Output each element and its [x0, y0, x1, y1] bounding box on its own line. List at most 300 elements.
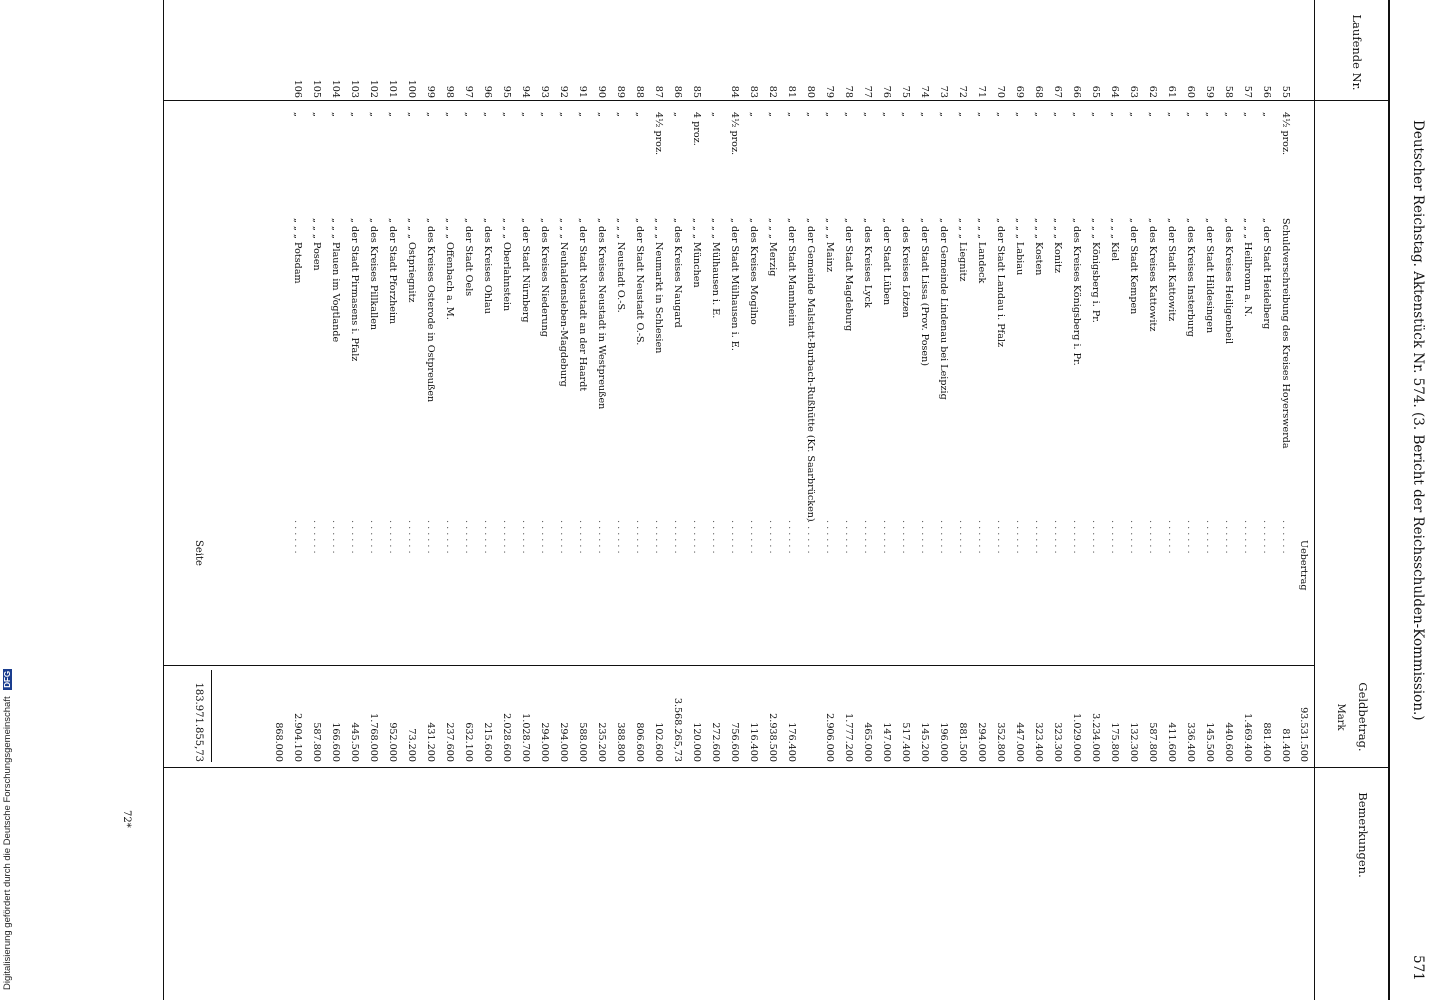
carry-over-label: Uebertrag — [1298, 540, 1309, 591]
row-number: 92 — [558, 85, 569, 98]
row-description: „ „ „ Königsberg i. Pr. — [1090, 218, 1101, 323]
row-description: „ der Stadt Pirmasens i. Pfalz — [349, 218, 360, 362]
table-row — [1262, 0, 1271, 1000]
table-row — [901, 0, 910, 1000]
leader-dots: . . . . . . — [919, 520, 930, 554]
row-amount: 411.600 — [1166, 722, 1177, 762]
row-rate: „ — [1033, 112, 1044, 117]
row-amount: 517.400 — [900, 722, 911, 762]
table-row — [749, 0, 758, 1000]
table-row — [293, 0, 302, 1000]
col-header-laufende-nr: Laufende Nr. — [1350, 14, 1364, 91]
row-number: 104 — [330, 79, 341, 98]
row-rate: „ — [539, 112, 550, 117]
row-rate: „ — [672, 112, 683, 117]
leader-dots: . . . . . . — [881, 520, 892, 554]
leader-dots: . . . . . . — [938, 520, 949, 554]
row-description: „ der Stadt Heidelberg — [1261, 218, 1272, 330]
leader-dots: . . . . . . — [1147, 520, 1158, 554]
table-row — [1053, 0, 1062, 1000]
table-row — [1243, 0, 1252, 1000]
leader-dots: . . . . . . — [539, 520, 550, 554]
row-amount: 235.200 — [596, 722, 607, 762]
row-number: 60 — [1185, 85, 1196, 98]
page-mark: 72* — [121, 810, 132, 828]
table-row — [692, 0, 701, 1000]
table-row — [369, 0, 378, 1000]
row-amount: 176.400 — [786, 722, 797, 762]
row-description: „ der Stadt Pforzheim — [387, 218, 398, 325]
row-description: „ „ „ Oberlahnstein — [501, 218, 512, 312]
row-rate: „ — [368, 112, 379, 117]
leader-dots: . . . . . . — [767, 520, 778, 554]
table-row — [274, 0, 283, 1000]
row-number: 98 — [444, 85, 455, 98]
row-description: „ des Kreises Neustadt in Westpreußen — [596, 218, 607, 410]
row-amount: 215.600 — [482, 722, 493, 762]
row-description: „ des Kreises Königsberg i. Pr. — [1071, 218, 1082, 366]
table-row — [426, 0, 435, 1000]
leader-dots: . . . . . . — [843, 520, 854, 554]
leader-dots: . . . . . . — [425, 520, 436, 554]
leader-dots: . . . . . . — [1223, 520, 1234, 554]
row-rate: „ — [710, 112, 721, 117]
row-number: 96 — [482, 85, 493, 98]
leader-dots: . . . . . . — [558, 520, 569, 554]
leader-dots: . . . . . . — [1204, 520, 1215, 554]
row-number: 65 — [1090, 85, 1101, 98]
bottom-rule — [163, 0, 164, 1000]
row-amount: 2.028.600 — [501, 713, 512, 762]
row-number: 84 — [729, 85, 740, 98]
col-header-geldbetrag: Geldbetrag. — [1356, 682, 1370, 752]
row-amount: 447.000 — [1014, 722, 1025, 762]
row-number: 63 — [1128, 85, 1139, 98]
leader-dots: . . . . . . — [463, 520, 474, 554]
row-rate: „ — [900, 112, 911, 117]
row-rate: „ — [482, 112, 493, 117]
row-rate: „ — [615, 112, 626, 117]
leader-dots: . . . . . . — [482, 520, 493, 554]
col-header-mark: Mark — [1335, 703, 1346, 731]
row-amount: 2.904.100 — [292, 713, 303, 762]
table-row — [502, 0, 511, 1000]
row-rate: „ — [748, 112, 759, 117]
row-rate: „ — [577, 112, 588, 117]
carry-over-amount: 93.531.500 — [1298, 707, 1309, 762]
leader-dots: . . . . . . — [1242, 520, 1253, 554]
row-description: „ „ „ Labiau — [1014, 218, 1025, 276]
row-amount: 102.600 — [653, 722, 664, 762]
row-number: 106 — [292, 79, 303, 98]
row-amount: 587.800 — [311, 722, 322, 762]
row-number: 56 — [1261, 85, 1272, 98]
leader-dots: . . . . . . — [653, 520, 664, 554]
table-row — [958, 0, 967, 1000]
row-amount: 1.768.000 — [368, 713, 379, 762]
row-description: „ der Stadt Lüben — [881, 218, 892, 306]
page-header: Deutscher Reichstag. Aktenstück Nr. 574. (3. Bericht der Reichsschulden-Kommission.) — [1410, 120, 1426, 721]
table-row — [1129, 0, 1138, 1000]
table-row — [616, 0, 625, 1000]
sidebar-credit-text: Digitalisierung gefördert durch die Deutsche Forschungsgemeinschaft — [2, 696, 13, 990]
row-description: „ des Kreises Insterburg — [1185, 218, 1196, 337]
row-number: 93 — [539, 85, 550, 98]
row-rate: „ — [1223, 112, 1234, 117]
row-amount: 431.200 — [425, 722, 436, 762]
row-description: „ des Kreises Osterode in Ostpreußen — [425, 218, 436, 403]
leader-dots: . . . . . . — [1109, 520, 1120, 554]
table-row — [350, 0, 359, 1000]
row-description: „ „ „ Landeck — [976, 218, 987, 284]
row-description: „ „ „ Kosten — [1033, 218, 1044, 276]
row-rate: „ — [1242, 112, 1253, 117]
row-description: „ „ „ Neustadt O.-S. — [615, 218, 626, 313]
table-row — [1224, 0, 1233, 1000]
row-description: „ des Kreises Ohlau — [482, 218, 493, 314]
row-number: 68 — [1033, 85, 1044, 98]
table-row — [1110, 0, 1119, 1000]
leader-dots: . . . . . . — [862, 520, 873, 554]
table-row — [882, 0, 891, 1000]
row-rate: 4½ proz. — [729, 112, 740, 156]
table-row — [1281, 0, 1290, 1000]
row-amount: 116.400 — [748, 722, 759, 762]
row-description: „ der Stadt Mannheim — [786, 218, 797, 327]
row-description: „ der Stadt Oels — [463, 218, 474, 297]
row-rate: „ — [1261, 112, 1272, 117]
leader-dots: . . . . . . — [349, 520, 360, 554]
row-number: 64 — [1109, 85, 1120, 98]
row-number: 58 — [1223, 85, 1234, 98]
row-description: „ der Stadt Hildesingen — [1204, 218, 1215, 334]
row-description: „ des Kreises Niederung — [539, 218, 550, 337]
table-row — [920, 0, 929, 1000]
leader-dots: . . . . . . — [748, 520, 759, 554]
row-rate: „ — [349, 112, 360, 117]
row-description: „ des Kreises Kattowitz — [1147, 218, 1158, 332]
row-amount: 806.600 — [634, 722, 645, 762]
row-rate: „ — [425, 112, 436, 117]
row-number: 91 — [577, 85, 588, 98]
row-number: 76 — [881, 85, 892, 98]
leader-dots: . . . . . . — [995, 520, 1006, 554]
leader-dots: . . . . . . — [1071, 520, 1082, 554]
row-number: 72 — [957, 85, 968, 98]
leader-dots: . . . . . . — [330, 520, 341, 554]
table-row — [1034, 0, 1043, 1000]
row-number: 61 — [1166, 85, 1177, 98]
row-amount: 196.000 — [938, 722, 949, 762]
row-rate: „ — [634, 112, 645, 117]
row-description: „ des Kreises Naugard — [672, 218, 683, 328]
row-amount: 881.500 — [957, 722, 968, 762]
row-number: 89 — [615, 85, 626, 98]
leader-dots: . . . . . . — [786, 520, 797, 554]
table-row — [464, 0, 473, 1000]
row-description: „ „ „ Konitz — [1052, 218, 1063, 273]
table-row — [768, 0, 777, 1000]
row-rate: „ — [501, 112, 512, 117]
row-rate: „ — [1147, 112, 1158, 117]
row-number: 100 — [406, 79, 417, 98]
leader-dots: . . . . . . — [1166, 520, 1177, 554]
row-number: 86 — [672, 85, 683, 98]
row-rate: 4½ proz. — [653, 112, 664, 156]
row-rate: „ — [463, 112, 474, 117]
row-amount: 132.300 — [1128, 722, 1139, 762]
col-header-bemerkungen: Bemerkungen. — [1356, 792, 1370, 878]
row-amount: 1.777.200 — [843, 713, 854, 762]
row-amount: 445.500 — [349, 722, 360, 762]
leader-dots: . . . . . . — [824, 520, 835, 554]
table-row — [844, 0, 853, 1000]
row-amount: 145.200 — [919, 722, 930, 762]
leader-dots: . . . . . . — [729, 520, 740, 554]
row-description: „ „ „ Plauen im Vogtlande — [330, 218, 341, 343]
table-row — [1186, 0, 1195, 1000]
table-row — [445, 0, 454, 1000]
row-number: 82 — [767, 85, 778, 98]
row-description: „ „ „ Mülhausen i. E. — [710, 218, 721, 319]
row-amount: 2.938.500 — [767, 713, 778, 762]
table-row — [1167, 0, 1176, 1000]
row-number: 103 — [349, 79, 360, 98]
table-row — [673, 0, 682, 1000]
leader-dots: . . . . . . — [900, 520, 911, 554]
row-number: 74 — [919, 85, 930, 98]
leader-dots: . . . . . . — [634, 520, 645, 554]
row-description: „ der Stadt Kempen — [1128, 218, 1139, 315]
row-amount: 440.600 — [1223, 722, 1234, 762]
leader-dots: . . . . . . — [292, 520, 303, 554]
row-rate: „ — [1204, 112, 1215, 117]
row-rate: „ — [1128, 112, 1139, 117]
table-row — [540, 0, 549, 1000]
dfg-logo: DFG — [3, 670, 12, 688]
row-number: 77 — [862, 85, 873, 98]
leader-dots: . . . . . . — [1090, 520, 1101, 554]
row-amount: 352.800 — [995, 722, 1006, 762]
row-amount: 1.029.000 — [1071, 713, 1082, 762]
row-description: Schuldverschreibung des Kreises Hoyerswerda — [1280, 218, 1291, 449]
table-row — [806, 0, 815, 1000]
leader-dots: . . . . . . — [710, 520, 721, 554]
row-amount: 588.000 — [577, 722, 588, 762]
row-description: „ der Gemeinde Lindenau bei Leipzig — [938, 218, 949, 400]
leader-dots: . . . . . . — [501, 520, 512, 554]
row-number: 105 — [311, 79, 322, 98]
row-number: 71 — [976, 85, 987, 98]
total-rule — [211, 670, 212, 762]
row-number: 88 — [634, 85, 645, 98]
leader-dots: . . . . . . — [976, 520, 987, 554]
leader-dots: . . . . . . — [387, 520, 398, 554]
row-amount: 587.800 — [1147, 722, 1158, 762]
row-number: 59 — [1204, 85, 1215, 98]
row-number: 102 — [368, 79, 379, 98]
table-row — [1015, 0, 1024, 1000]
row-rate: „ — [843, 112, 854, 117]
row-description: „ „ „ Neumarkt in Schlesien — [653, 218, 664, 354]
row-rate: „ — [444, 112, 455, 117]
leader-dots: . . . . . . — [615, 520, 626, 554]
row-number: 73 — [938, 85, 949, 98]
row-description: „ „ „ Mainz — [824, 218, 835, 272]
row-rate: „ — [311, 112, 322, 117]
leader-dots: . . . . . . — [311, 520, 322, 554]
row-description: „ des Kreises Mogilno — [748, 218, 759, 325]
row-number: 90 — [596, 85, 607, 98]
table-row — [825, 0, 834, 1000]
row-description: „ „ „ Heilbronn a. N. — [1242, 218, 1253, 317]
row-number: 85 — [691, 85, 702, 98]
table-row — [578, 0, 587, 1000]
row-description: „ der Gemeinde Malstatt-Burbach-Rußhütte (Kr. Saarbrücken) — [805, 218, 816, 522]
row-number: 55 — [1280, 85, 1291, 98]
page-number: 571 — [1410, 955, 1426, 981]
table-row — [711, 0, 720, 1000]
leader-dots: . . . . . . — [1014, 520, 1025, 554]
row-amount: 147.000 — [881, 722, 892, 762]
row-description: „ „ „ Liegnitz — [957, 218, 968, 282]
row-number: 62 — [1147, 85, 1158, 98]
row-rate: 4 proz. — [691, 112, 702, 146]
row-description: „ des Kreises Pillkallen — [368, 218, 379, 331]
table-row — [1072, 0, 1081, 1000]
row-amount: 1.028.700 — [520, 713, 531, 762]
row-amount: 632.100 — [463, 722, 474, 762]
row-description: „ „ „ Potsdam — [292, 218, 303, 284]
leader-dots: . . . . . . — [596, 520, 607, 554]
row-amount: 3.568.265,73 — [672, 697, 683, 762]
row-description: „ der Stadt Magdeburg — [843, 218, 854, 332]
row-amount: 323.400 — [1033, 722, 1044, 762]
table-row — [939, 0, 948, 1000]
table-row — [597, 0, 606, 1000]
row-amount: 336.400 — [1185, 722, 1196, 762]
page-total-label: Seite — [193, 540, 204, 566]
table-row — [483, 0, 492, 1000]
leader-dots: . . . . . . — [1261, 520, 1272, 554]
row-number: 95 — [501, 85, 512, 98]
row-description: „ der Stadt Nürnberg — [520, 218, 531, 323]
row-number: 69 — [1014, 85, 1025, 98]
row-rate: „ — [558, 112, 569, 117]
row-amount: 388.800 — [615, 722, 626, 762]
leader-dots: . . . . . . — [805, 520, 816, 554]
row-number: 67 — [1052, 85, 1063, 98]
row-amount: 323.300 — [1052, 722, 1063, 762]
row-amount: 81.400 — [1280, 728, 1291, 762]
table-row — [730, 0, 739, 1000]
row-number: 87 — [653, 85, 664, 98]
row-rate: „ — [805, 112, 816, 117]
row-description: „ „ „ Posen — [311, 218, 322, 271]
row-number: 70 — [995, 85, 1006, 98]
page-total-amount: 183.971.855,73 — [193, 682, 204, 762]
row-number: 97 — [463, 85, 474, 98]
table-row — [521, 0, 530, 1000]
row-amount: 120.000 — [691, 722, 702, 762]
row-number: 94 — [520, 85, 531, 98]
table-row — [407, 0, 416, 1000]
row-number: 78 — [843, 85, 854, 98]
row-description: „ des Kreises Lyck — [862, 218, 873, 308]
row-number: 83 — [748, 85, 759, 98]
row-amount: 73.200 — [406, 728, 417, 762]
row-description: „ der Stadt Mülhausen i. E. — [729, 218, 740, 351]
table-row — [312, 0, 321, 1000]
row-amount: 294.000 — [539, 722, 550, 762]
row-rate: „ — [881, 112, 892, 117]
row-description: „ „ „ München — [691, 218, 702, 288]
row-number: 80 — [805, 85, 816, 98]
row-rate: „ — [824, 112, 835, 117]
row-amount: 145.500 — [1204, 722, 1215, 762]
table-row — [1091, 0, 1100, 1000]
table-row — [635, 0, 644, 1000]
row-amount: 756.600 — [729, 722, 740, 762]
row-amount: 237.600 — [444, 722, 455, 762]
row-description: „ „ „ Offenbach a. M. — [444, 218, 455, 320]
leader-dots: . . . . . . — [1052, 520, 1063, 554]
row-rate: „ — [596, 112, 607, 117]
row-rate: „ — [1166, 112, 1177, 117]
row-number: 57 — [1242, 85, 1253, 98]
row-rate: „ — [1071, 112, 1082, 117]
row-amount: 272.600 — [710, 722, 721, 762]
row-rate: „ — [292, 112, 303, 117]
row-number: 101 — [387, 79, 398, 98]
row-amount: 3.234.000 — [1090, 713, 1101, 762]
row-amount: 175.800 — [1109, 722, 1120, 762]
row-number: 99 — [425, 85, 436, 98]
row-rate: 4½ proz. — [1280, 112, 1291, 156]
row-description: „ „ „ Neuhaldensleben-Magdeburg — [558, 218, 569, 387]
leader-dots: . . . . . . — [1185, 520, 1196, 554]
row-description: „ „ „ Kiel — [1109, 218, 1120, 262]
leader-dots: . . . . . . — [1033, 520, 1044, 554]
table-row — [559, 0, 568, 1000]
row-rate: „ — [767, 112, 778, 117]
row-rate: „ — [330, 112, 341, 117]
row-rate: „ — [1014, 112, 1025, 117]
row-rate: „ — [957, 112, 968, 117]
row-rate: „ — [786, 112, 797, 117]
row-description: „ des Kreises Heiligenbeil — [1223, 218, 1234, 345]
row-description: „ „ „ Ostpriegnitz — [406, 218, 417, 303]
row-rate: „ — [919, 112, 930, 117]
row-amount: 2.906.000 — [824, 713, 835, 762]
row-description: „ der Stadt Neustadt O.-S. — [634, 218, 645, 346]
top-rule — [1388, 0, 1390, 1000]
row-rate: „ — [1090, 112, 1101, 117]
table-row — [977, 0, 986, 1000]
table-row — [654, 0, 663, 1000]
row-rate: „ — [406, 112, 417, 117]
row-amount: 465.000 — [862, 722, 873, 762]
table-row — [331, 0, 340, 1000]
row-rate: „ — [1109, 112, 1120, 117]
row-amount: 1.469.400 — [1242, 713, 1253, 762]
carry-over-row — [1299, 0, 1308, 1000]
row-description: „ „ „ Merzig — [767, 218, 778, 277]
row-amount: 868.000 — [273, 722, 284, 762]
leader-dots: . . . . . . — [1128, 520, 1139, 554]
row-rate: „ — [1052, 112, 1063, 117]
row-number: 81 — [786, 85, 797, 98]
